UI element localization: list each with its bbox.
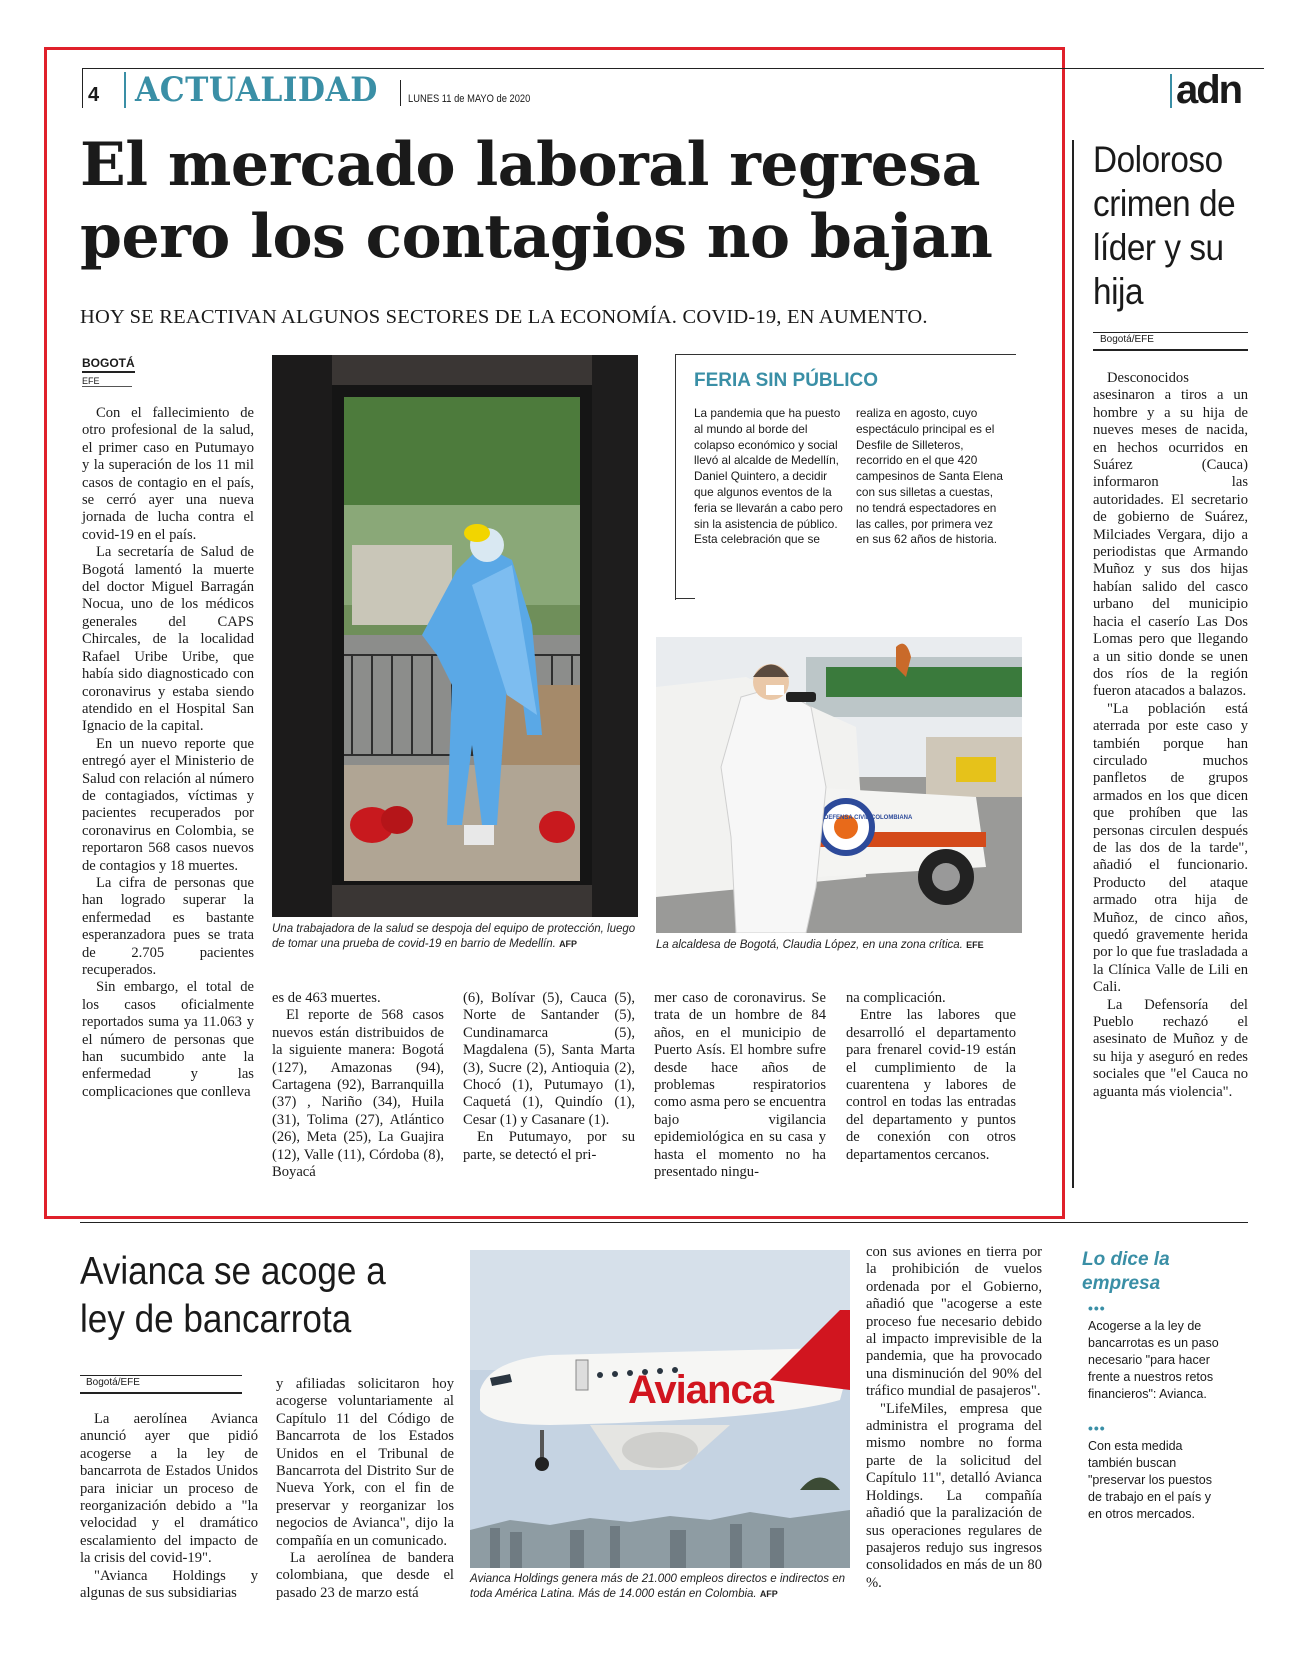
health-worker-illustration	[272, 355, 638, 917]
avianca-dateline-rule-bottom	[80, 1392, 242, 1394]
avianca-headline-line2: ley de bancarrota	[80, 1298, 352, 1341]
right-story-p2: "La población está aterrada por este caso y también porque han circulado muchos panfletos de grupos armados en los que dicen que prohíben que las personas circulen después de las dos de la tarde", añadió el funcionario. Producto del ataque armado otra hija de Muñoz, de cinco años, quedó gravemente herida por lo que fue trasladada a la Clínica Valle de Lili en Cali.	[1093, 700, 1248, 996]
main-col5	[846, 990, 1016, 1164]
issue-date: LUNES 11 de MAYO de 2020	[408, 93, 531, 105]
main-col2-p1: es de 463 muertes.	[272, 990, 381, 1006]
main-col2-p2: El reporte de 568 casos nuevos están distribuidos de la siguiente manera: Bogotá (127), Amazonas (94), Cartagena (92), Barranquilla (37) , Nariño (34), Huila (31), Tolima (27), Atlántico (26), Meta (25), La Guajira (12), Valle (11), Córdoba (8), Boyacá	[272, 1007, 444, 1181]
health-worker-photo	[272, 355, 638, 917]
main-col5-p1: na complicación.	[846, 990, 946, 1006]
main-col1-p5: Sin embargo, el total de los casos oficialmente reportados suma ya 11.063 y el número de personas que han sucumbido ante la enfermedad y las complicaciones que conlleva	[82, 979, 254, 1100]
right-dateline-rule	[1093, 332, 1248, 333]
main-headline-line1: El mercado laboral regresa	[80, 130, 980, 200]
photo2-credit: EFE	[966, 940, 984, 950]
avianca-dateline: Bogotá/EFE	[86, 1377, 140, 1388]
right-story-rule	[1072, 140, 1074, 1188]
main-headline-line2: pero los contagios no bajan	[80, 202, 993, 272]
main-subheadline: HOY SE REACTIVAN ALGUNOS SECTORES DE LA ECONOMÍA. COVID-19, EN AUMENTO.	[80, 306, 928, 328]
top-rule	[82, 68, 1264, 69]
header-left-bar	[82, 68, 83, 108]
adn-logo: adn	[1176, 68, 1242, 112]
right-story-p3: La Defensoría del Pueblo rechazó el asesinato de Muñoz y de su hija y aseguró en redes sociales que "el Cauca no aguanta más violencia".	[1093, 996, 1248, 1100]
avianca-col3-p2: "LifeMiles, empresa que administra el programa del mismo nombre no forma parte de la solicitud del Capítulo 11", detalló Avianca Holdings. La compañía añadió que la paralización de sus operaciones regulares de pasajeros redujo sus ingresos consolidados en más de un 80 %.	[866, 1400, 1042, 1591]
main-dateline: BOGOTÁ	[82, 356, 135, 373]
main-col1-p3: En un nuevo reporte que entregó ayer el Ministerio de Salud con relación al número de contagiados, víctimas y pacientes recuperados por coronavirus en Colombia, se reportaron 568 casos nuevos de contagios y 18 muertes.	[82, 735, 254, 874]
avianca-headline-line1: Avianca se acoge a	[80, 1250, 386, 1293]
avianca-col1-p2: "Avianca Holdings y algunas de sus subsidiarias	[80, 1567, 258, 1602]
section-divider	[124, 72, 126, 108]
right-story-p1: Desconocidos asesinaron a tiros a un hombre y a su hija de nueves meses de nacida, en hechos ocurridos en Suárez (Cauca) informaron las autoridades. El secretario de gobierno de Suárez, Milciades Vergara, dijo a periodistas que Armando Muñoz y sus dos hijas habían salido del casco urbano del municipio hacia el caserío Las Dos Lomas pero que llegando a un sitio donde se unen dos ríos de la región fueron atacados a balazos.	[1093, 370, 1248, 700]
main-agency: EFE	[82, 376, 132, 387]
avianca-col3	[866, 1244, 1042, 1592]
photo2-caption-text: La alcaldesa de Bogotá, Claudia López, en una zona crítica.	[656, 939, 963, 951]
avianca-col3-p1: con sus aviones en tierra por la prohibición de vuelos ordenada por el Gobierno, añadió que "acogerse a este proceso fue necesario debido al impacto imprevisible de la pandemia, que ha provocado una disminución del 90% del tráfico mundial de pasajeros".	[866, 1244, 1042, 1400]
main-col1-p2: La secretaría de Salud de Bogotá lamentó la muerte del doctor Miguel Barragán Nocua, uno de los médicos generales del CAPS Chircales, de la localidad Rafael Uribe Uribe, que había sido diagnosticado con coronavirus y estaba siendo atendido en el Hospital San Ignacio de la capital.	[82, 544, 254, 735]
avianca-col2-p2: La aerolínea de bandera colombiana, que desde el pasado 23 de marzo está	[276, 1550, 454, 1601]
date-divider	[400, 80, 401, 106]
quote-bullet2: Con esta medida también buscan "preservar los puestos de trabajo en el país y en otros mercados.	[1088, 1439, 1212, 1521]
main-col1-p1: Con el fallecimiento de otro profesional de la salud, el primer caso en Putumayo y la superación de los 11 mil casos de contagio en el país, se cerró ayer una nueva jornada de lucha contra el covid-19 en el país.	[82, 405, 254, 543]
sidebar-bottom-accent	[675, 598, 695, 599]
brand-bar	[1170, 74, 1172, 108]
avianca-dateline-rule	[80, 1375, 242, 1376]
photo2-caption	[656, 938, 1026, 953]
photo1-caption-text: Una trabajadora de la salud se despoja del equipo de protección, luego de tomar una prueba de covid-19 en barrio de Medellín.	[272, 923, 636, 950]
sidebar-col2: realiza en agosto, cuyo espectáculo principal es el Desfile de Silleteros, recorrido en el que 420 campesinos de Santa Elena con sus silletas a cuestas, no tendrá espectadores en las calles, por primera vez en sus 62 años de historia.	[856, 406, 1003, 547]
main-col3	[463, 990, 635, 1164]
main-col1-p4: La cifra de personas que han logrado superar la enfermedad es bastante esperanzadora pues se trata de 2.705 pacientes recuperados.	[82, 874, 254, 978]
photo1-credit: AFP	[559, 939, 578, 949]
avianca-col1-p1: La aerolínea Avianca anunció ayer que pidió acogerse a la ley de bancarrota de Estados Unidos para iniciar un proceso de reorganización debido a "la velocidad y el dramático escalamiento del impacto de la crisis del covid-19".	[80, 1411, 258, 1567]
main-col5-p2: Entre las labores que desarrolló el departamento para frenarel covid-19 están el cumplimiento de la cuarentena y labores de control en todas las entradas del departamento y puntos de conexión con otros departamentos cercanos.	[846, 1007, 1016, 1163]
avianca-col2	[276, 1376, 454, 1602]
quote-bullet1-icon: •••	[1088, 1300, 1106, 1316]
avianca-photo-caption	[470, 1572, 850, 1602]
avianca-photo-caption-text: Avianca Holdings genera más de 21.000 empleos directos e indirectos en toda América Latina. Más de 14.000 están en Colombia.	[470, 1573, 846, 1600]
main-col1	[82, 405, 254, 1101]
photo1-caption	[272, 922, 642, 952]
avianca-photo-credit: AFP	[759, 1589, 778, 1599]
avianca-plane-brand: Avianca	[628, 1368, 773, 1412]
avianca-col1	[80, 1411, 258, 1602]
section-divider-rule	[80, 1222, 1248, 1223]
mayor-photo	[656, 637, 1022, 933]
right-dateline-rule-bottom	[1093, 349, 1248, 351]
quote-box-title: Lo dice la empresa	[1082, 1249, 1170, 1294]
mayor-illustration	[656, 637, 1022, 933]
right-story-body	[1093, 370, 1248, 1101]
main-col3-p2: En Putumayo, por su parte, se detectó el pri-	[463, 1129, 635, 1163]
section-label: ACTUALIDAD	[135, 70, 378, 110]
sidebar-title: FERIA SIN PÚBLICO	[694, 370, 879, 391]
right-story-headline: Doloroso crimen de líder y su hija	[1093, 139, 1236, 312]
sidebar-col1: La pandemia que ha puesto al mundo al borde del colapso económico y social llevó al alcalde de Medellín, Daniel Quintero, a decidir que algunos eventos de la feria se llevarán a cabo pero sin la asistencia de público. Esta celebración que se	[694, 406, 843, 547]
main-col3-p1: (6), Bolívar (5), Cauca (5), Norte de Santander (5), Cundinamarca (5), Magdalena (5), Santa Marta (3), Sucre (2), Antioquia (2), Chocó (1), Putumayo (1), Caquetá (1), Quindío (1), Cesar (1) y Casanare (1).	[463, 990, 635, 1128]
avianca-plane-photo	[470, 1250, 850, 1568]
main-col2	[272, 990, 444, 1181]
main-col4-p1: mer caso de coronavirus. Se trata de un hombre de 84 años, en el municipio de Puerto Asís. El hombre sufre desde hace años de problemas respiratorios como asma pero se encuentra bajo vigilancia epidemiológica en su casa y hasta el momento no ha presentado ningu-	[654, 990, 826, 1181]
right-story-dateline: Bogotá/EFE	[1100, 334, 1154, 345]
main-col4	[654, 990, 826, 1181]
quote-bullet1: Acogerse a la ley de bancarrotas es un paso necesario "para hacer frente a nuestros retos financieros": Avianca.	[1088, 1319, 1219, 1401]
vehicle-logo-text: DEFENSA CIVIL COLOMBIANA	[824, 815, 913, 821]
page-number: 4	[88, 84, 100, 106]
avianca-col2-p1: y afiliadas solicitaron hoy acogerse voluntariamente al Capítulo 11 del Código de Bancarrota de los Estados Unidos en el Tribunal de Bancarrota del Distrito Sur de Nueva York, con el fin de preservar y reorganizar los negocios de Avianca", dijo la compañía en un comunicado.	[276, 1376, 454, 1549]
quote-bullet2-icon: •••	[1088, 1420, 1106, 1436]
